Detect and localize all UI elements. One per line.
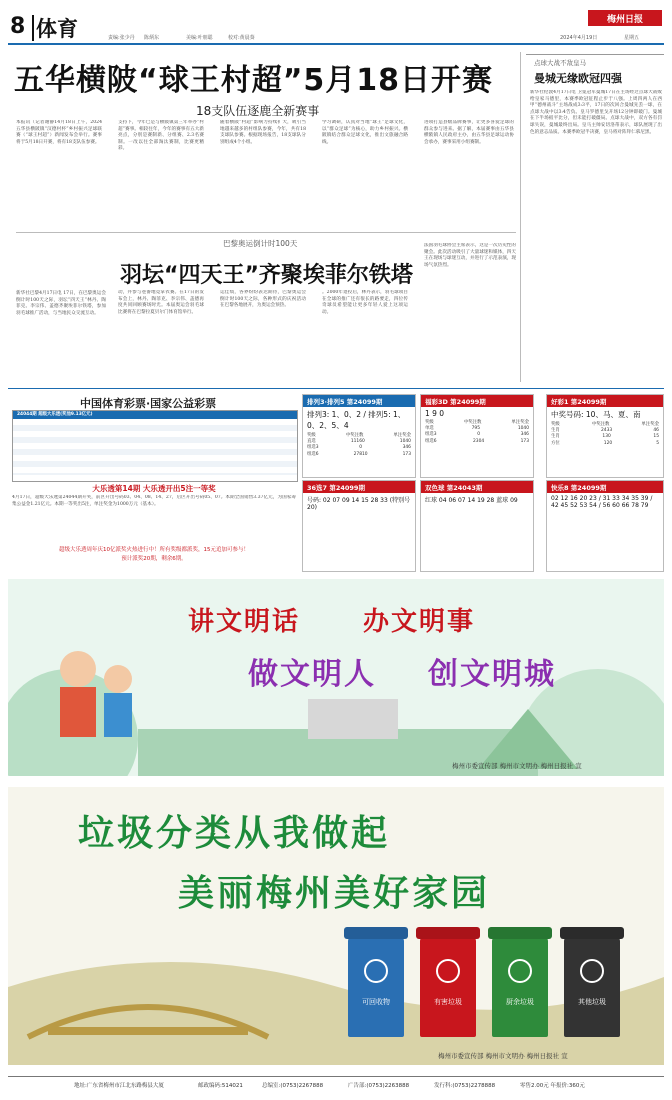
garbage-ad	[8, 787, 664, 1065]
lottery-cell: 11160	[350, 439, 365, 445]
lottery-row	[547, 441, 663, 447]
issuer-credit: 陈炳东	[144, 35, 160, 41]
lottery-box-title: 快乐8 第24099期	[547, 481, 663, 493]
lottery-box-numbers: 排列3: 1、0、2 / 排列5: 1、0、2、5、4	[307, 410, 406, 430]
lottery-cell: 0	[477, 432, 480, 438]
lottery-cell: 2433	[601, 428, 613, 434]
lead-subheadline: 18支队伍逐鹿全新赛事	[196, 104, 320, 118]
lottery-cell: 2304	[473, 438, 485, 444]
lottery-cell: 单选	[425, 426, 434, 432]
garbage-bin	[348, 937, 404, 1037]
bin-label: 有害垃圾	[434, 998, 462, 1006]
civility-ad	[8, 579, 664, 776]
lottery-cell: 346	[520, 432, 529, 438]
lottery-box	[420, 480, 534, 572]
sidebar-divider	[520, 52, 521, 382]
lead-col-4: 学习调研，认真对当地“球王”足球文化，以“群众足球”为核心，助力乡村振兴。横陂镇结合群众足球文化，推出文旅融合路线。	[322, 120, 408, 145]
civility-line-1b: 办文明事	[363, 607, 476, 637]
recycle-icon	[364, 959, 388, 983]
lottery-cell: 173	[402, 451, 411, 457]
lottery-rule	[8, 388, 664, 389]
weekday-label: 星期五	[624, 35, 640, 41]
badminton-col-2: 动，并参与巷番地竞拿衣赛。在17日的发布会上，林丹、陶菲克、李宗伟、盖德再度共同回顾赛场时光。本届奥运会羽毛球比赛将在巴黎拉夏贝尔门体育馆举行。	[118, 290, 204, 315]
lottery-cell: 方位	[551, 440, 560, 446]
lottery-box-numbers: 红球 04 06 07 14 19 28 蓝球 09	[425, 497, 518, 504]
badminton-tag: 巴黎奥运倒计时100天	[223, 239, 298, 248]
sidebar-tag: 点球大战不敌皇马	[534, 59, 586, 67]
lottery-cell: 单注奖金	[641, 422, 659, 427]
garbage-line-2: 美丽梅州美好家园	[178, 873, 491, 914]
bin-lid	[416, 927, 480, 939]
lottery-box-numbers: 中奖号码: 10、马、夏、南	[551, 410, 641, 419]
bin-label: 其他垃圾	[578, 998, 606, 1006]
lottery-row	[421, 439, 533, 445]
lottery-box-title: 双色球 第24043期	[421, 481, 533, 493]
badminton-col-3: 运佳绩，各界纷纷表达期待，巴黎奥运会倒计时100天之际，各种形式的庆祝活动在巴黎各地展开，为奥运会预热。	[220, 290, 306, 309]
sidebar-rule	[526, 54, 664, 55]
badminton-col-5: 法国羽毛球协会主席表示，这是一次历史性的聚会。此次活动吸引了大量球迷和媒体，四天王在现场与球迷互动，并进行了示范表演，现场气氛热烈。	[424, 243, 516, 268]
page-number: 8	[10, 14, 26, 39]
footer-phone-2: 广告部:(0753)2263888	[348, 1083, 410, 1089]
footer-phone-1: 总编室:(0753)2267888	[262, 1083, 324, 1089]
lottery-cell: 奖级	[551, 422, 560, 427]
date-label: 2024年4月19日	[560, 35, 598, 41]
lottery-cell: 中奖注数	[463, 420, 482, 425]
lead-col-5: 进项打造县级品牌赛事，让更多喜爱足球的群众参与进来。据了解，本届赛事由五华县横陂镇人民政府主办，由五华县足球运动协会承办，赛事采用小组赛制。	[424, 120, 514, 145]
garbage-line-1: 垃圾分类从我做起	[78, 813, 391, 854]
header-divider	[32, 15, 34, 41]
lottery-box-title: 福彩3D 第24099期	[421, 395, 533, 407]
lottery-box-title: 好彩1 第24099期	[547, 395, 663, 407]
newspaper-logo: 梅州日报	[588, 10, 662, 26]
bin-lid	[488, 927, 552, 939]
lottery-cell: 生肖	[551, 428, 560, 434]
badminton-col-1: 新华社巴黎4月17日电 17日，在巴黎奥运会倒计时100天之际，羽坛“四天王”林丹、陶菲克、李宗伟、盖德齐聚埃菲尔铁塔，参加羽毛球推广活动，与当地民众交流互动。	[16, 291, 106, 316]
lottery-box-numbers: 1 9 0	[425, 409, 445, 418]
lottery-cell: 1040	[399, 439, 411, 445]
big-lotto-title: 大乐透第14期 大乐透开出5注一等奖	[92, 484, 216, 493]
lottery-cell: 单注奖金	[393, 433, 411, 438]
sidebar-title: 曼城无缘欧冠四强	[534, 72, 622, 85]
bin-lid	[344, 927, 408, 939]
lottery-cell: 组选6	[307, 451, 319, 457]
lottery-box	[546, 480, 664, 572]
lottery-cell: 15	[653, 434, 659, 440]
lottery-box	[302, 394, 416, 478]
lottery-footer-1: 超级大乐透周年庆10亿派奖火热进行中！所有奖级都派奖，15元追加可参与！	[59, 547, 249, 553]
big-lotto-body: 4月17日，超级大乐透第24044期开奖，前区开出号码03、04、08、14、27，后区开出号码05、07。本期全国销售3.37亿元，为国家筹集公益金1.21亿元。本期一等奖出5注，单注奖金为1000万元（基本）。	[12, 495, 296, 507]
draw-rows	[13, 419, 297, 475]
lottery-box	[546, 394, 664, 478]
garbage-bin	[564, 937, 620, 1037]
lottery-cell: 组选3	[425, 432, 437, 438]
lottery-cell: 中奖注数	[345, 433, 364, 438]
footer-price: 零售2.00元 年报价:360元	[520, 1083, 585, 1089]
page-header	[0, 0, 672, 40]
artist-credit: 美编:叶朋聪	[186, 35, 213, 41]
lottery-box-title: 36选7 第24099期	[303, 481, 415, 493]
garbage-bin	[420, 937, 476, 1037]
lottery-box	[302, 480, 416, 572]
recycle-icon	[508, 959, 532, 983]
recycle-icon	[580, 959, 604, 983]
garbage-bin	[492, 937, 548, 1037]
civility-line-2a: 做文明人	[248, 657, 376, 692]
section-title: 体育	[36, 17, 78, 41]
lead-col-3: 随着横陂“村超”影响力持续扩大，吸引当地越来越多的村组队参赛，今年，共有18支球队参赛。根据现场报告，18支球队分别组成4个小组。	[220, 120, 306, 145]
bin-label: 可回收物	[362, 998, 390, 1006]
page-footer	[8, 1076, 664, 1095]
draw-line: 24044期 超级大乐透(奖池9.13亿元)	[13, 411, 297, 419]
bin-label: 厨余垃圾	[506, 998, 534, 1006]
lottery-cell: 生肖	[551, 434, 560, 440]
lottery-cell: 120	[603, 440, 613, 446]
lottery-cell: 组选6	[425, 438, 437, 444]
footer-postcode: 邮政编码:514021	[198, 1083, 243, 1089]
lottery-cell: 46	[653, 428, 659, 434]
recycle-icon	[436, 959, 460, 983]
lottery-box-numbers: 02 12 16 20 23 / 31 33 34 35 39 / 42 45 52 53 54 / 56 60 66 78 79	[551, 495, 653, 509]
proof-credit: 校对:黄晨葵	[228, 35, 255, 41]
lead-col-2: 支持下，今年已是与横陂镇第三年举办“村超”赛事。相较往年，今年的赛事有五大新亮点，分别是赛制新、分组赛、2.3名赛制。一改以往全部淘汰赛制，比赛更精彩。	[118, 120, 204, 152]
lottery-box-title: 排列3·排列5 第24099期	[303, 395, 415, 407]
lead-col-1: 本报讯（记者谢静14月18日上午，2024五华县横陂镇“汉德村杯”乡村振兴足球联赛（“球王村超”）新闻发布会举行。赛事将于5月18日开赛，将有18支队伍参赛。	[16, 120, 102, 145]
bin-lid	[560, 927, 624, 939]
lottery-cell: 组选3	[307, 445, 319, 451]
lottery-cell: 130	[602, 434, 611, 440]
civility-line-1a: 讲文明话	[188, 607, 301, 637]
lottery-cell: 0	[359, 445, 362, 451]
lottery-title: 中国体育彩票·国家公益彩票	[80, 397, 217, 410]
lottery-box	[420, 394, 534, 478]
draw-table	[12, 410, 298, 482]
lottery-cell: 直选	[307, 439, 316, 445]
footer-phone-3: 发行科:(0753)2278888	[434, 1083, 496, 1089]
civility-credit: 梅州市委宣传部 梅州市文明办 梅州日报社 宣	[452, 762, 582, 770]
garbage-credit: 梅州市委宣传部 梅州市文明办 梅州日报社 宣	[438, 1052, 568, 1060]
civility-line-2b: 创文明城	[428, 657, 556, 692]
lottery-cell: 173	[520, 438, 529, 444]
badminton-headline: 羽坛“四天王”齐聚埃菲尔铁塔	[120, 263, 413, 288]
badminton-col-4: 。2000年退役后，林丹表示，羽毛球项目在全球的推广还有很长的路要走，四位传奇球员希望能让更多年轻人爱上这项运动。	[322, 290, 408, 315]
lottery-cell: 1040	[517, 426, 529, 432]
lottery-box-numbers: 号码: 02 07 09 14 15 28 33 (特别号 20)	[307, 497, 411, 511]
editor-credit: 责编:张少丹	[108, 35, 135, 41]
lead-headline: 五华横陂“球王村超”5月18日开赛	[14, 63, 494, 98]
header-rule	[8, 43, 664, 45]
sidebar-body: 新华社伦敦4月17日电 卫冕冠军曼城17日在主场经过点球大战败给皇家马德里，本赛季欧冠征程止步于八强。上周四两人在西甲“德州战斗”主场战成3:3平，17日的次回合曼城先丢一球，在点球大战中以3:4告负。皇马罗德里戈开场12分钟即破门。曼城在下半场扳平比分，但未能打破僵局。点球大战中，双方各有罚球失误，曼城最终出局。皇马主帅安切洛蒂表示，球队展现了出色的意志品质。本赛季欧冠半决赛，皇马将对阵拜仁慕尼黑。	[530, 90, 662, 135]
lottery-footer-2: 预计派奖20期，剩余6期。	[121, 556, 187, 562]
lottery-cell: 单注奖金	[511, 420, 529, 425]
lottery-cell: 奖级	[425, 420, 434, 425]
lottery-cell: 奖级	[307, 433, 316, 438]
lottery-cell: 346	[402, 445, 411, 451]
lottery-cell: 27810	[353, 451, 368, 457]
lottery-row	[303, 452, 415, 458]
lottery-cell: 5	[656, 440, 659, 446]
footer-address: 地址:广东省梅州市江北东路梅县大厦	[74, 1083, 164, 1089]
lottery-cell: 中奖注数	[591, 422, 610, 427]
section-rule	[16, 232, 516, 233]
lottery-cell: 795	[471, 426, 480, 432]
